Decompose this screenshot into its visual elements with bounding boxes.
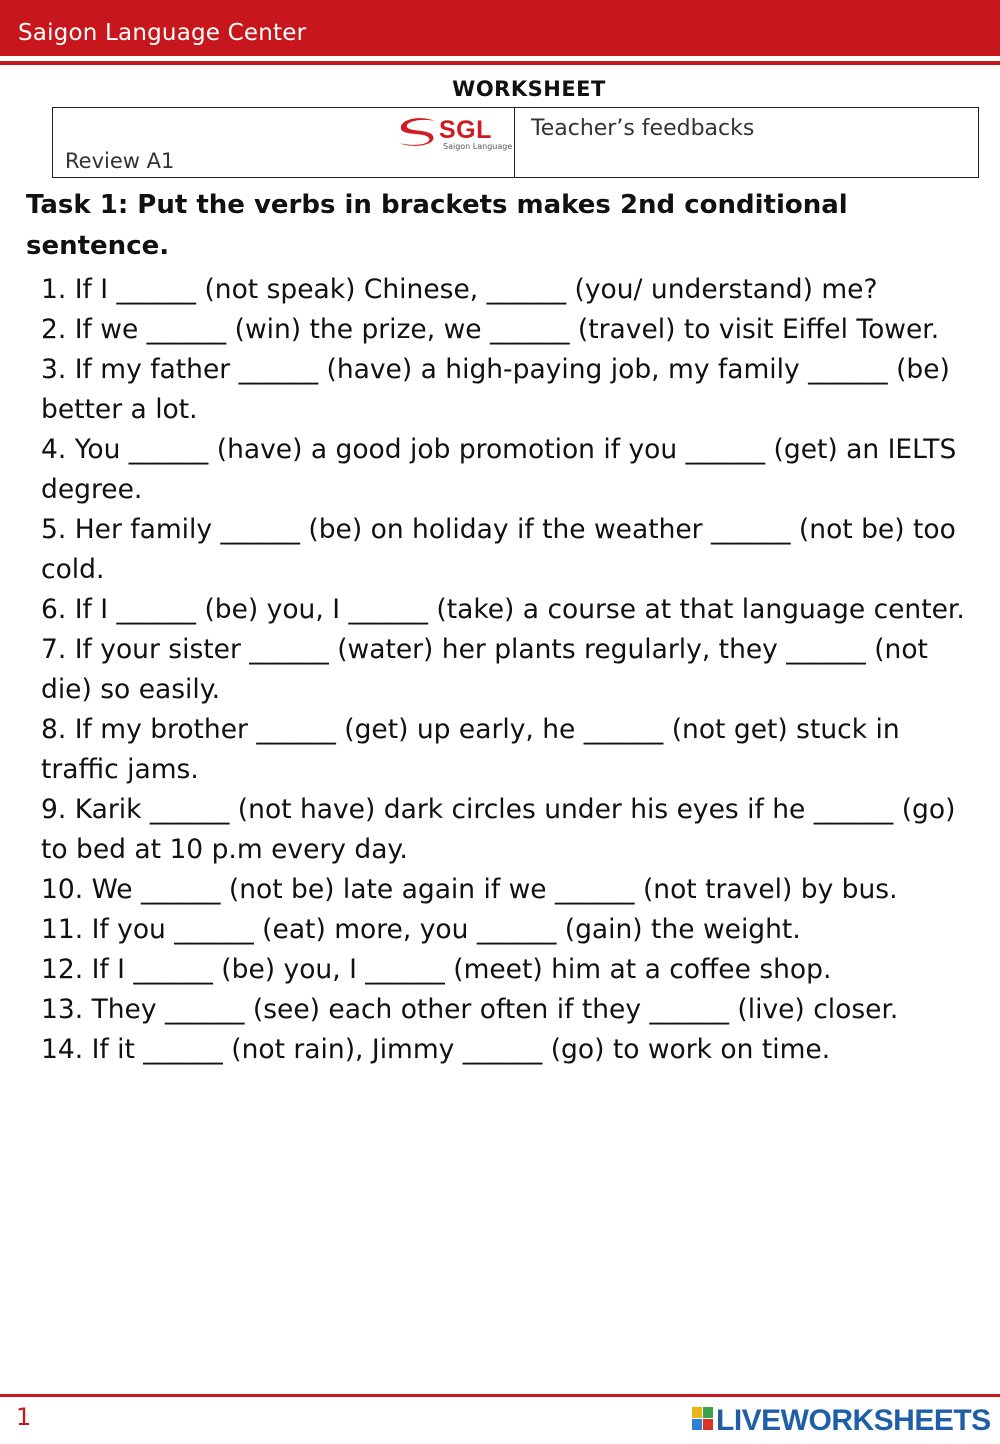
info-box <box>52 107 979 178</box>
logo-subtext: Saigon Language <box>443 142 513 151</box>
exercise-item: 14. If it ______ (not rain), Jimmy ______ (go) to work on time. <box>41 1034 831 1065</box>
exercise-item: 3. If my father ______ (have) a high-paying job, my family ______ (be) better a lot. <box>41 354 950 425</box>
exercise-item: 1. If I ______ (not speak) Chinese, ______ (you/ understand) me? <box>41 274 878 305</box>
worksheet-title: WORKSHEET <box>452 77 606 101</box>
exercise-item: 5. Her family ______ (be) on holiday if the weather ______ (not be) too cold. <box>41 514 956 585</box>
watermark-text: LIVEWORKSHEETS <box>716 1404 991 1437</box>
swoosh-icon <box>395 116 439 148</box>
logo-text: SGL <box>439 116 492 144</box>
info-left-cell <box>53 108 515 177</box>
exercise-item: 12. If I ______ (be) you, I ______ (meet) him at a coffee shop. <box>41 954 832 985</box>
exercise-item: 11. If you ______ (eat) more, you ______ (gain) the weight. <box>41 914 801 945</box>
review-label: Review A1 <box>65 149 175 173</box>
brand-name: Saigon Language Center <box>18 20 307 46</box>
liveworksheets-icon <box>692 1407 714 1431</box>
exercise-list <box>41 270 976 1070</box>
header-bar <box>0 0 1000 56</box>
exercise-item: 6. If I ______ (be) you, I ______ (take) a course at that language center. <box>41 594 965 625</box>
exercise-item: 7. If your sister ______ (water) her plants regularly, they ______ (not die) so easily. <box>41 634 928 705</box>
task-heading: Task 1: Put the verbs in brackets makes 2nd conditional sentence. <box>26 190 848 261</box>
exercise-item: 2. If we ______ (win) the prize, we ______ (travel) to visit Eiffel Tower. <box>41 314 940 345</box>
teacher-feedback-label: Teacher’s feedbacks <box>531 116 755 141</box>
page-number: 1 <box>16 1403 32 1431</box>
footer-divider <box>0 1394 1000 1397</box>
sgl-logo <box>395 116 513 151</box>
exercise-item: 4. You ______ (have) a good job promotion if you ______ (get) an IELTS degree. <box>41 434 957 505</box>
exercise-item: 9. Karik ______ (not have) dark circles under his eyes if he ______ (go) to bed at 10 p.m every day. <box>41 794 956 865</box>
exercise-item: 10. We ______ (not be) late again if we ______ (not travel) by bus. <box>41 874 898 905</box>
header-divider <box>0 61 1000 65</box>
exercise-item: 13. They ______ (see) each other often if they ______ (live) closer. <box>41 994 899 1025</box>
exercise-item: 8. If my brother ______ (get) up early, he ______ (not get) stuck in traffic jams. <box>41 714 900 785</box>
